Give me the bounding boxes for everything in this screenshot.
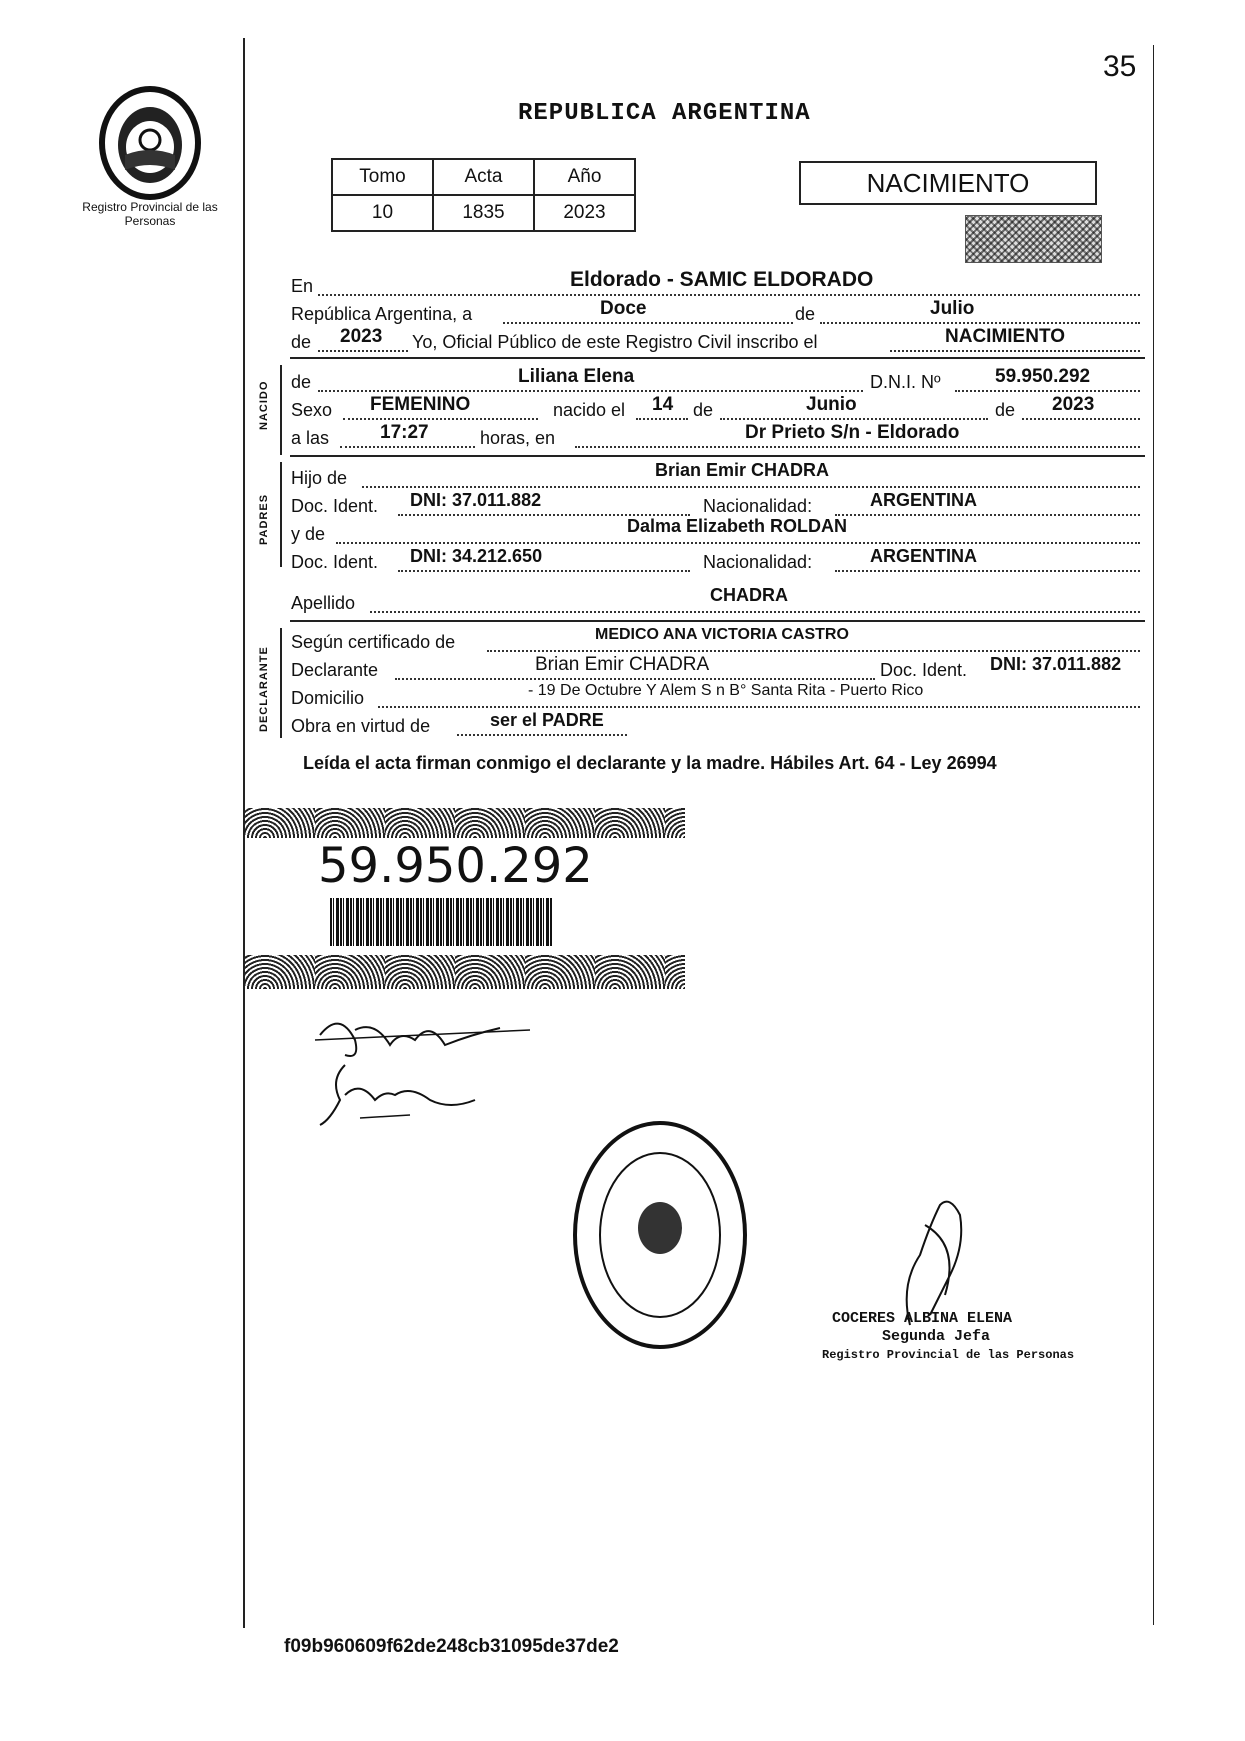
page-number: 35 <box>1103 50 1137 83</box>
province-logo <box>95 85 205 205</box>
padre-nacionalidad: ARGENTINA <box>870 490 977 510</box>
anio-value: 2023 <box>340 326 383 347</box>
yde-label: y de <box>291 524 326 544</box>
dotted-line <box>336 542 1140 544</box>
section-rule <box>280 365 282 455</box>
dotted-line <box>1022 418 1140 420</box>
nacido-anio: 2023 <box>1052 394 1095 415</box>
declarant-signature <box>300 1000 540 1135</box>
section-rule <box>280 462 282 567</box>
acta-value-acta: 1835 <box>433 195 534 231</box>
officer-role: Segunda Jefa <box>882 1328 991 1345</box>
dotted-line <box>362 486 1140 488</box>
nacido-mes: Junio <box>806 394 857 415</box>
decorative-band-top <box>245 808 685 838</box>
dotted-line <box>835 570 1140 572</box>
nacido-el-label: nacido el <box>553 400 626 420</box>
section-rule <box>280 628 282 738</box>
officer-registry: Registro Provincial de las Personas <box>822 1348 1075 1362</box>
acta-header-tomo: Tomo <box>332 159 433 195</box>
yo-text: Yo, Oficial Público de este Registro Civil inscribo el <box>412 332 818 352</box>
decl-doc-label: Doc. Ident. <box>880 660 968 680</box>
acta-header-acta: Acta <box>433 159 534 195</box>
dotted-line <box>575 446 1140 448</box>
padre-doc: DNI: 37.011.882 <box>410 490 542 510</box>
dotted-line <box>378 706 1140 708</box>
cert-label: Según certificado de <box>291 632 456 652</box>
hora-value: 17:27 <box>380 422 429 443</box>
decorative-band-bottom <box>245 955 685 989</box>
dotted-line <box>318 350 408 352</box>
de-label: de <box>795 304 816 324</box>
padre-doc-label: Doc. Ident. <box>291 496 379 516</box>
nacido-dia: 14 <box>652 394 674 415</box>
dni-label: D.N.I. Nº <box>870 372 941 392</box>
dotted-line <box>890 350 1140 352</box>
declarante-section-label: DECLARANTE <box>258 646 270 732</box>
nacido-de-label-2: de <box>693 400 714 420</box>
dotted-line <box>340 446 475 448</box>
registry-caption: Registro Provincial de las Personas <box>82 200 218 228</box>
dotted-line <box>370 611 1140 613</box>
dotted-line <box>457 734 627 736</box>
dotted-line <box>395 678 875 680</box>
registry-seal <box>570 1118 750 1358</box>
dotted-line <box>487 650 1140 652</box>
en-label: En <box>291 276 314 296</box>
acta-value-tomo: 10 <box>332 195 433 231</box>
sexo-label: Sexo <box>291 400 333 420</box>
sexo-value: FEMENINO <box>370 394 471 415</box>
nacido-dni: 59.950.292 <box>995 366 1091 387</box>
reading-note: Leída el acta firman conmigo el declarante y la madre. Hábiles Art. 64 - Ley 26994 <box>303 753 997 773</box>
acta-value-anio: 2023 <box>534 195 635 231</box>
en-value: Eldorado - SAMIC ELDORADO <box>570 268 874 291</box>
dia-value: Doce <box>600 298 647 319</box>
dotted-line <box>636 418 688 420</box>
decl-label: Declarante <box>291 660 379 680</box>
id-number: 59.950.292 <box>318 838 593 894</box>
officer-name: COCERES ALBINA ELENA <box>832 1310 1013 1327</box>
divider <box>290 455 1145 457</box>
obra-value: ser el PADRE <box>490 710 604 730</box>
apellido-label: Apellido <box>291 593 356 613</box>
document-type-box: NACIMIENTO <box>799 161 1097 205</box>
republica-label: República Argentina, a <box>291 304 473 324</box>
acta-table <box>331 158 636 232</box>
madre-nacionalidad: ARGENTINA <box>870 546 977 566</box>
padre-nombre: Brian Emir CHADRA <box>655 460 830 480</box>
decl-nombre: Brian Emir CHADRA <box>535 654 710 675</box>
barcode <box>330 898 552 946</box>
dotted-line <box>955 390 1140 392</box>
obra-label: Obra en virtud de <box>291 716 431 736</box>
hijo-de-label: Hijo de <box>291 468 348 488</box>
cert-value: MEDICO ANA VICTORIA CASTRO <box>595 626 849 643</box>
nacido-de-label: de <box>291 372 312 392</box>
madre-nombre: Dalma Elizabeth ROLDAN <box>627 516 848 536</box>
divider <box>290 620 1145 622</box>
dotted-line <box>720 418 988 420</box>
document-hash: f09b960609f62de248cb31095de37de2 <box>284 1636 619 1657</box>
document-title: REPUBLICA ARGENTINA <box>518 100 811 127</box>
madre-nac-label: Nacionalidad: <box>703 552 813 572</box>
nacido-nombre: Liliana Elena <box>518 366 635 387</box>
dotted-line <box>318 294 1140 296</box>
right-margin-rule <box>1153 45 1154 1625</box>
mes-value: Julio <box>930 298 975 319</box>
horas-en-label: horas, en <box>480 428 556 448</box>
de2-label: de <box>291 332 312 352</box>
divider <box>290 357 1145 359</box>
dotted-line <box>343 418 538 420</box>
dotted-line <box>503 322 793 324</box>
qr-code <box>965 215 1102 263</box>
nacido-section-label: NACIDO <box>258 380 270 430</box>
dotted-line <box>318 390 863 392</box>
madre-doc: DNI: 34.212.650 <box>410 546 543 566</box>
officer-block <box>822 1310 1075 1364</box>
padre-nac-label: Nacionalidad: <box>703 496 813 516</box>
dom-label: Domicilio <box>291 688 365 708</box>
inscribe-value: NACIMIENTO <box>945 326 1065 347</box>
domicilio-value: - 19 De Octubre Y Alem S n B° Santa Rita - Puerto Rico <box>528 682 924 699</box>
apellido-value: CHADRA <box>710 585 788 605</box>
dotted-line <box>398 570 690 572</box>
decl-doc: DNI: 37.011.882 <box>990 654 1122 674</box>
padres-section-label: PADRES <box>258 493 270 545</box>
lugar-value: Dr Prieto S/n - Eldorado <box>745 422 960 443</box>
dotted-line <box>820 322 1140 324</box>
acta-header-anio: Año <box>534 159 635 195</box>
dotted-line <box>835 514 1140 516</box>
madre-doc-label: Doc. Ident. <box>291 552 379 572</box>
nacido-de-label-3: de <box>995 400 1016 420</box>
alas-label: a las <box>291 428 330 448</box>
